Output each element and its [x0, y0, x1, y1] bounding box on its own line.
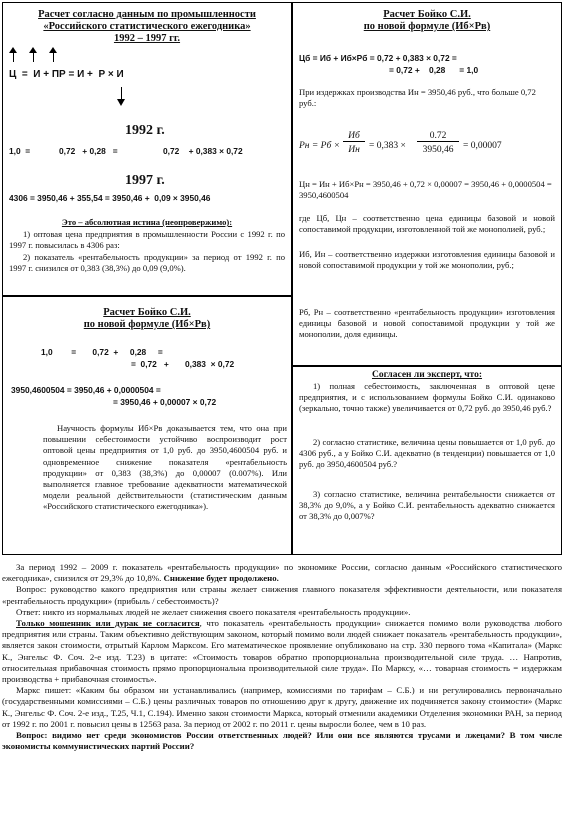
box1-eq-1992-a: 1,0 = — [9, 146, 31, 156]
box1-eq-1992-c: 0,72 + 0,383 × 0,72 — [163, 146, 243, 156]
box2-formula-1b: = 0,72 + 0,383 × 0,72 — [131, 359, 235, 369]
box4-question-2: 2) согласно статистике, величина цены повышается от 1,0 руб. до 4306 руб., а у Бойко С.И. адекватно (в тенденции) повышается от 1,0 руб. до 3950,4600504 руб.? — [299, 437, 555, 469]
box3-frac1-den: Ин — [348, 145, 360, 155]
box1-title-line3: 1992 – 1997 гг. — [113, 33, 181, 44]
box1-eq-1992-b: 0,72 + 0,28 = — [59, 146, 118, 156]
box4-question-3: 3) согласно статистике, величина рентабельности снижается от 38,3% до 9,0%, а у Бойко С.И. рентабельность адекватно снижается от 38,3% до 0,007%? — [299, 489, 555, 521]
bottom-paragraph-1: За период 1992 – 2009 г. показатель «рентабельность продукции» по экономике России, согласно данным «Российского статистического ежегодника», снизился от 29,3% до 10,8%. Снижение будет продолжено. — [2, 562, 562, 584]
box3-formula-3: Цн = Ин + Иб×Рн = 3950,46 + 0,72 × 0,00007 = 3950,46 + 0,0000504 = 3950,4600504 — [299, 179, 552, 200]
box3-frac1-num: Иб — [343, 131, 365, 142]
box1-year-1997: 1997 г. — [125, 173, 165, 188]
box3-title-line1: Расчет Бойко С.И. — [383, 9, 471, 20]
box3-frac-rhs: = 0,00007 — [463, 141, 502, 151]
box1-truth-heading: Это – абсолютная истина (неопровержимо): — [61, 217, 233, 227]
box2-formula-2b: = 3950,46 + 0,00007 × 0,72 — [113, 397, 217, 407]
box3-fraction-formula — [299, 131, 559, 165]
box2-title — [3, 307, 291, 331]
box3-frac-lhs: Pн = Pб × — [299, 141, 341, 151]
bottom-paragraph-4: Только мошенник или дурак не согласится, что показатель «рентабельность продукции» снижается помимо воли руководства любого предприятия или страны. Таким объективно действующим законом, который помимо воли людей снижает показатель «рентабельность продукции», является закон стоимости, отрытый Карлом Марксом. Его математическое проявление опубликовано на стр. 330 первого тома «Капитала» (Маркс К., Энгельс Ф. Соч. 2-е изд. Т.23) в цитате: «Стоимость товаров обратно пропорциональна производительной силе труда. … Напротив, относительная прибавочная стоимость прямо пропорциональна производительной силе труда». По Марксу, «… товарная стоимость = издержкам производства + прибавочная стоимость». — [2, 618, 562, 685]
box3-def-2: Иб, Ин – соответственно издержки изготовления единицы базовой и новой сопоставимой продукции у той же монополии, руб.; — [299, 249, 555, 270]
box2-text: Научность формулы Иб×Рв доказывается тем, что она при повышении себестоимости устойчиво воспроизводит рост оптовой цены предприятия от 1,0 руб. до 3950,4600504 руб. и одновременное снижение показателя «рентабельность продукции» от 0,383 (38,3%) до 0,00007 (0.007%). Или выполняется главное требование адекватности математической модели реальной действительности (статистическим данным «Российского статистического ежегодника»). — [43, 423, 287, 512]
box2-title-line1: Расчет Бойко С.И. — [103, 307, 191, 318]
box1-year-1992: 1992 г. — [125, 123, 165, 138]
box3-text-1: При издержках производства Ин = 3950,46 руб., что больше 0,72 руб.: — [299, 87, 536, 108]
box3-title-line2: по новой формуле (Иб×Рв) — [363, 21, 491, 32]
box4-title: Согласен ли эксперт, что: — [371, 370, 483, 380]
bottom-paragraph-2: Вопрос: руководство какого предприятия или страны желает снижения главного показателя эффективности деятельности, или показателя «рентабельность продукции» (прибыль / себестоимость)? — [2, 584, 562, 606]
box1-title-line1: Расчет согласно данным по промышленности — [38, 9, 256, 20]
box1-point-1: 1) оптовая цена предприятия в промышленности России с 1992 г. по 1997 г. повысилась в 4306 раз: — [9, 229, 285, 250]
box2-formula-1a: 1,0 = 0,72 + 0,28 = — [41, 347, 163, 357]
bottom-paragraph-6: Вопрос: видимо нет среди экономистов России ответственных людей? Или они все являются трусами и лжецами? В том числе экономисты коммунистических партий России? — [2, 730, 562, 752]
box4-question-1: 1) полная себестоимость, заключенная в оптовой цене предприятия, и с использованием формулы Бойко С.И. одинаково (зеркально, точно также) увеличивается от 0,72 руб. до 3950,46 руб.? — [299, 381, 555, 413]
box3-frac-mid: = 0,383 × — [369, 141, 406, 151]
box3-formula-1b: = 0,72 + 0,28 = 1,0 — [389, 65, 479, 75]
box2-formula-2a: 3950,4600504 = 3950,46 + 0,0000504 = — [11, 385, 161, 395]
box1-title-line2: «Российского статистического ежегодника» — [43, 21, 251, 32]
box3-title — [293, 9, 561, 33]
box1-title — [3, 9, 291, 45]
box-boyko-right — [292, 2, 562, 366]
box3-frac2-num: 0.72 — [417, 131, 459, 142]
bottom-paragraph-3: Ответ: никто из нормальных людей не желает снижения своего показателя «рентабельность продукции». — [16, 606, 411, 617]
bottom-text — [2, 562, 562, 752]
box-expert-questions — [292, 366, 562, 555]
bottom-paragraph-5: Маркс пишет: «Каким бы образом ни устанавливались (например, комиссиями по тарифам – С.Б.) и ни регулировались первоначально (государственными комиссиями – С.Б.) цены различных товаров по отношению друг к другу, движение их подчиняется закону стоимости» (Маркс К., Энгельс Ф. Соч. 2-е изд., Т.25, Ч.1, С.194). Именно закон стоимости Маркса, который отменили академики Отделения экономики РАН, за период от 1992 г. по 2001 г. повысил цены в 12563 раза. За период от 2002 г. по 2011 г. цены выросли более, чем в 10 раз. — [2, 685, 562, 729]
box1-point-2: 2) показатель «рентабельность продукции» за период от 1992 г. по 1997 г. снизился от 0,383 (38,3%) до 0,09 (9,0%). — [9, 252, 285, 273]
box1-formula: Ц = И + ПР = И + Р × И — [9, 69, 124, 80]
box2-title-line2: по новой формуле (Иб×Рв) — [83, 319, 211, 330]
box3-def-3: Рб, Рн – соответственно «рентабельность продукции» изготовления единицы базовой и новой сопоставимой продукции у той же монополии, доля единицы. — [299, 307, 555, 339]
box1-eq-1997: 4306 = 3950,46 + 355,54 = 3950,46 + 0,09 × 3950,46 — [9, 193, 211, 203]
box3-formula-1: Цб = Иб + Иб×Рб = 0,72 + 0,383 × 0,72 = — [299, 53, 457, 63]
box-statistics-calculation — [2, 2, 292, 296]
box3-def-1: где Цб, Цн – соответственно цена единицы базовой и новой сопоставимой продукции, изготовленной той же монополией, руб.; — [299, 213, 555, 234]
box3-frac2-den: 3950,46 — [422, 145, 454, 155]
box-boyko-left — [2, 296, 292, 555]
